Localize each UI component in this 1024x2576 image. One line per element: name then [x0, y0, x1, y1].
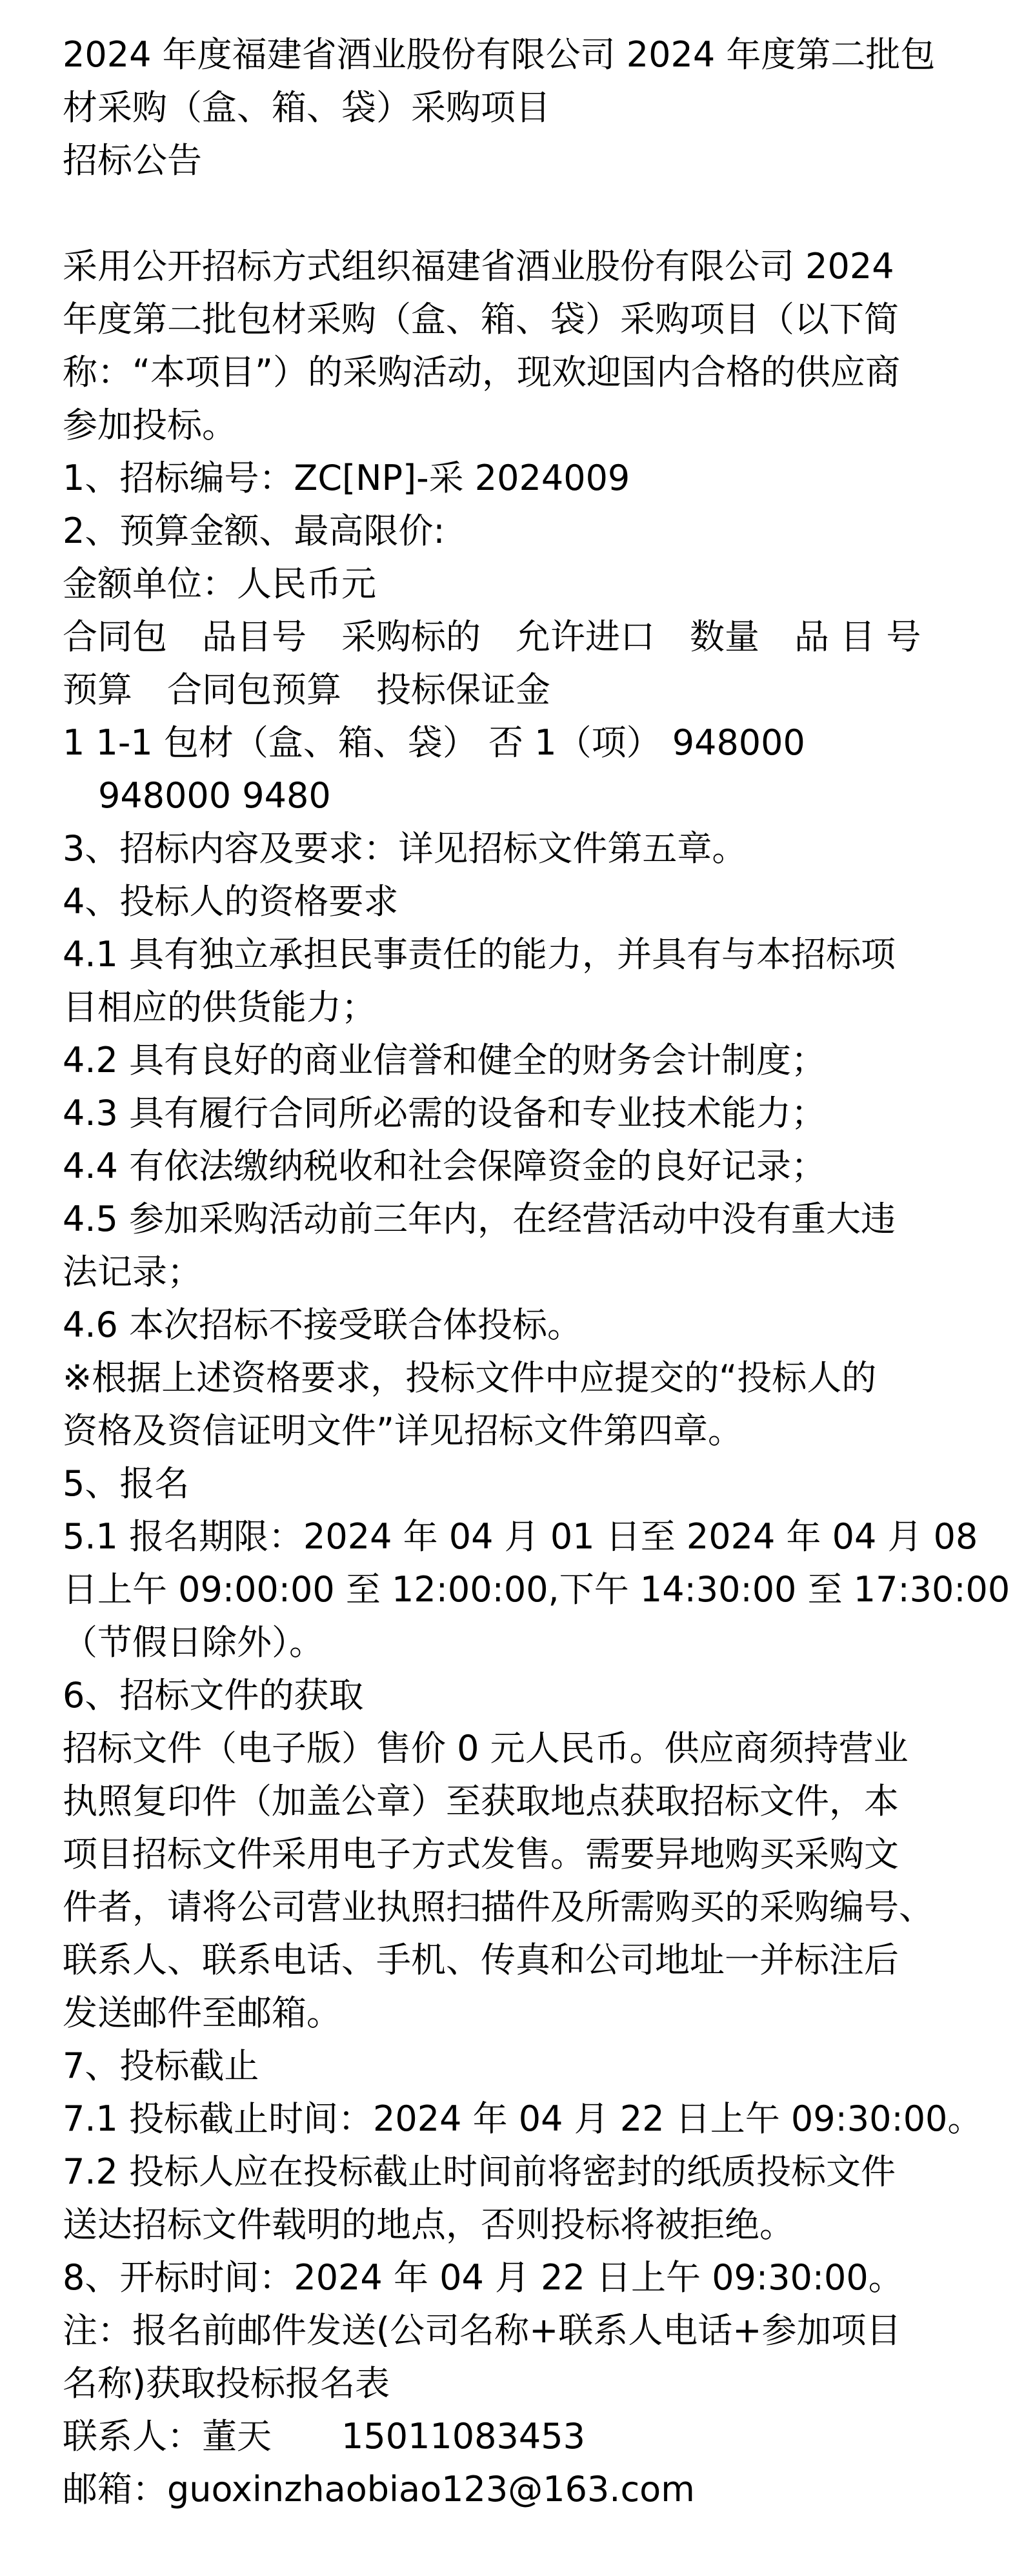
budget-table-row: 948000 9480 [98, 775, 331, 816]
currency-unit: 金额单位：人民币元 [63, 563, 376, 604]
note-line: 名称)获取投标报名表 [63, 2363, 390, 2404]
budget-table-header: 预算 合同包预算 投标保证金 [63, 669, 550, 710]
budget-section [63, 505, 979, 822]
qualification-item: 4.1 具有独立承担民事责任的能力，并具有与本招标项 [63, 934, 896, 975]
qualification-item: 法记录； [63, 1252, 202, 1292]
acquisition-line: 联系人、联系电话、手机、传真和公司地址一并标注后 [63, 1940, 899, 1980]
document-acquisition-section [63, 1669, 979, 2040]
qualification-item: ※根据上述资格要求，投标文件中应提交的“投标人的 [63, 1357, 877, 1398]
qualification-item: 4.3 具有履行合同所必需的设备和专业技术能力； [63, 1093, 827, 1133]
budget-table-header: 合同包 品目号 采购标的 允许进口 数量 品 目 号 [63, 616, 921, 657]
deadline-line: 7.1 投标截止时间：2024 年 04 月 22 日上午 09:30:00。 [63, 2098, 983, 2139]
qualification-item: 4.6 本次招标不接受联合体投标。 [63, 1304, 583, 1345]
budget-table-row: 1 1-1 包材（盒、箱、袋） 否 1（项） 948000 [63, 722, 805, 763]
acquisition-line: 执照复印件（加盖公章）至获取地点获取招标文件，本 [63, 1781, 899, 1821]
acquisition-line: 招标文件（电子版）售价 0 元人民币。供应商须持营业 [63, 1728, 909, 1769]
title-line-2: 材采购（盒、箱、袋）采购项目 [63, 87, 550, 128]
note-line: 注：报名前邮件发送(公司名称+联系人电话+参加项目 [63, 2310, 901, 2351]
registration-heading: 5、报名 [63, 1463, 190, 1504]
qualification-item: 4.4 有依法缴纳税收和社会保障资金的良好记录； [63, 1146, 827, 1186]
deadline-heading: 7、投标截止 [63, 2045, 259, 2086]
budget-heading: 2、预算金额、最高限价: [63, 511, 445, 551]
document-title [63, 28, 979, 187]
registration-line: （节假日除外）。 [63, 1622, 324, 1663]
deadline-line: 7.2 投标人应在投标截止时间前将密封的纸质投标文件 [63, 2151, 896, 2192]
tender-number: 1、招标编号：ZC[NP]-采 2024009 [63, 458, 630, 498]
qualification-item: 目相应的供货能力； [63, 987, 376, 1028]
qualification-item: 4.5 参加采购活动前三年内，在经营活动中没有重大违 [63, 1199, 896, 1239]
deadline-line: 送达招标文件载明的地点，否则投标将被拒绝。 [63, 2204, 794, 2245]
bid-deadline-section [63, 2040, 983, 2251]
contact-section [63, 2410, 979, 2516]
intro-line: 参加投标。 [63, 405, 237, 445]
intro-line: 称：“本项目”）的采购活动，现欢迎国内合格的供应商 [63, 352, 900, 392]
acquisition-heading: 6、招标文件的获取 [63, 1675, 364, 1716]
contact-person: 联系人：董天 15011083453 [63, 2416, 585, 2457]
registration-line: 日上午 09:00:00 至 12:00:00,下午 14:30:00 至 17:30:00 [63, 1569, 1010, 1610]
acquisition-line: 发送邮件至邮箱。 [63, 1993, 341, 2033]
qualification-item: 资格及资信证明文件”详见招标文件第四章。 [63, 1410, 743, 1451]
intro-line: 年度第二批包材采购（盒、箱、袋）采购项目（以下简 [63, 299, 899, 340]
title-line-1: 2024 年度福建省酒业股份有限公司 2024 年度第二批包 [63, 34, 936, 75]
registration-section [63, 1457, 1010, 1669]
content-requirements: 3、招标内容及要求：详见招标文件第五章。 [63, 828, 747, 869]
note-section [63, 2304, 979, 2410]
qualification-section [63, 875, 979, 1457]
acquisition-line: 项目招标文件采用电子方式发售。需要异地购买采购文 [63, 1834, 899, 1874]
bid-opening-time: 8、开标时间：2024 年 04 月 22 日上午 09:30:00。 [63, 2257, 903, 2298]
acquisition-line: 件者，请将公司营业执照扫描件及所需购买的采购编号、 [63, 1887, 934, 1927]
registration-line: 5.1 报名期限：2024 年 04 月 01 日至 2024 年 04 月 08 [63, 1516, 978, 1557]
title-line-3: 招标公告 [63, 140, 202, 181]
blank-spacer [63, 187, 979, 240]
intro-line: 采用公开招标方式组织福建省酒业股份有限公司 2024 [63, 246, 894, 287]
qualification-item: 4.2 具有良好的商业信誉和健全的财务会计制度； [63, 1040, 827, 1080]
tender-announcement-document [63, 28, 1010, 2516]
contact-email[interactable]: 邮箱：guoxinzhaobiao123@163.com [63, 2469, 695, 2510]
intro-paragraph [63, 240, 979, 452]
qualification-heading: 4、投标人的资格要求 [63, 881, 399, 922]
